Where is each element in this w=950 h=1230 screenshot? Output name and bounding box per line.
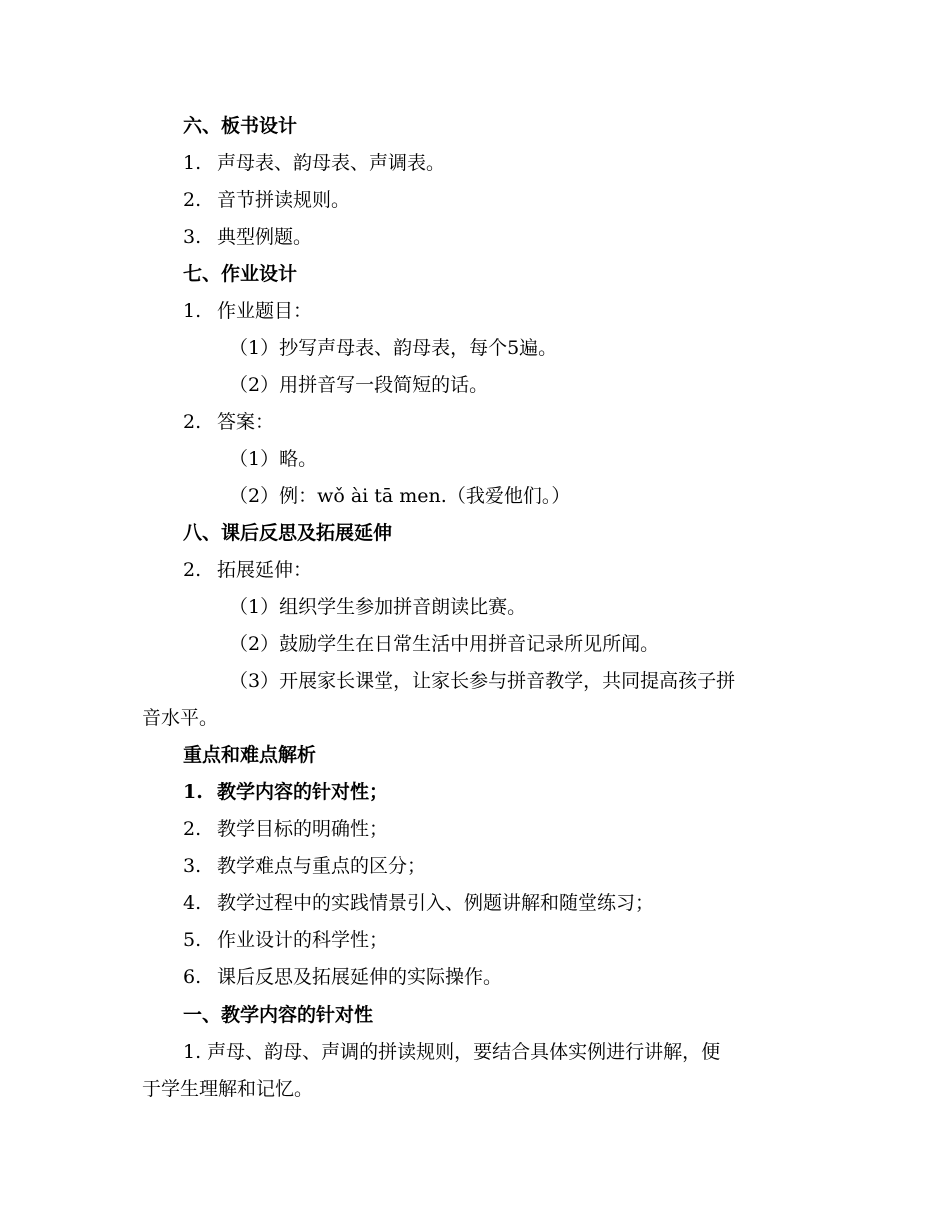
section-heading-reflection: 八、课后反思及拓展延伸 <box>183 522 393 544</box>
item-text: 音节拼读规则。 <box>217 189 351 211</box>
list-item <box>0 557 950 583</box>
item-text: 典型例题。 <box>217 226 313 248</box>
list-item <box>0 964 950 990</box>
paragraph-line: 1. 声母、韵母、声调的拼读规则，要结合具体实例进行讲解，便 <box>183 1041 721 1063</box>
sub-item: （1）抄写声母表、韵母表，每个5遍。 <box>229 337 558 359</box>
item-text: 拓展延伸： <box>217 559 313 581</box>
list-item <box>0 927 950 953</box>
sub-item: （1）略。 <box>229 448 318 470</box>
list-item <box>0 853 950 879</box>
list-item <box>0 187 950 213</box>
item-number: 3. <box>183 855 202 877</box>
sub-item: （1）组织学生参加拼音朗读比赛。 <box>229 596 527 618</box>
list-item <box>0 150 950 176</box>
section-heading-key-points: 重点和难点解析 <box>183 744 317 766</box>
sub-item: （2）例：wǒ ài tā men.（我爱他们。） <box>229 485 571 507</box>
item-text: 教学难点与重点的区分； <box>217 855 427 877</box>
list-item <box>0 409 950 435</box>
item-number: 4. <box>183 892 202 914</box>
item-text: 教学过程中的实践情景引入、例题讲解和随堂练习； <box>217 892 655 914</box>
section-heading-board-design: 六、板书设计 <box>183 115 298 137</box>
section-heading-homework-design: 七、作业设计 <box>183 263 298 285</box>
item-text: 教学内容的针对性； <box>217 781 389 803</box>
list-item <box>0 890 950 916</box>
item-number: 2. <box>183 818 202 840</box>
sub-item: （3）开展家长课堂，让家长参与拼音教学，共同提高孩子拼 <box>229 670 736 692</box>
item-text: 教学目标的明确性； <box>217 818 389 840</box>
item-text: 作业设计的科学性； <box>217 929 389 951</box>
list-item <box>0 779 950 805</box>
paragraph-continuation: 于学生理解和记忆。 <box>142 1078 314 1100</box>
sub-item: （2）用拼音写一段简短的话。 <box>229 374 489 396</box>
item-number: 6. <box>183 966 202 988</box>
item-text: 课后反思及拓展延伸的实际操作。 <box>217 966 503 988</box>
sub-item: （2）鼓励学生在日常生活中用拼音记录所见所闻。 <box>229 633 660 655</box>
item-number: 5. <box>183 929 202 951</box>
item-text: 声母表、韵母表、声调表。 <box>217 152 446 174</box>
list-item <box>0 298 950 324</box>
item-text: 答案： <box>217 411 275 433</box>
item-text: 作业题目： <box>217 300 313 322</box>
section-heading-content-targeting: 一、教学内容的针对性 <box>183 1004 374 1026</box>
item-number: 1. <box>183 300 202 322</box>
item-number: 3. <box>183 226 202 248</box>
item-number: 2. <box>183 411 202 433</box>
sub-item-continuation: 音水平。 <box>142 707 219 729</box>
item-number: 2. <box>183 559 202 581</box>
item-number: 2. <box>183 189 202 211</box>
item-number: 1. <box>183 152 202 174</box>
list-item <box>0 224 950 250</box>
list-item <box>0 816 950 842</box>
item-number: 1. <box>183 781 203 803</box>
